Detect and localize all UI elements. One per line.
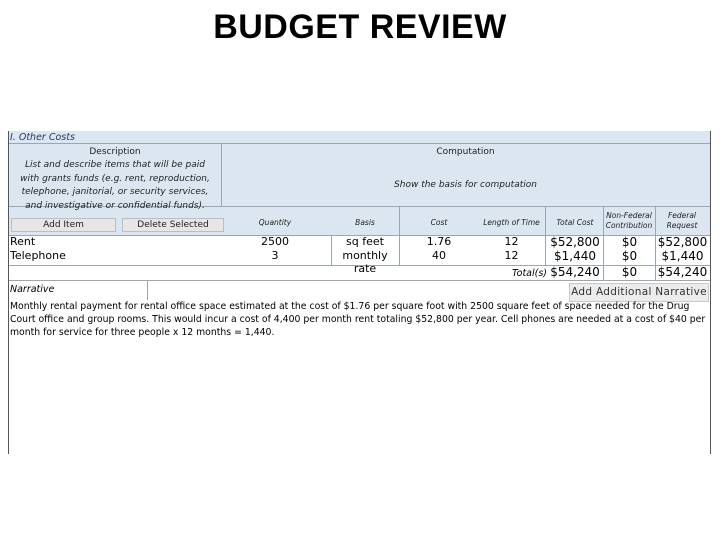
totals-total-cost: $54,240 [550,265,600,279]
row-rent-federal: $52,800 [657,235,708,249]
section-title: I. Other Costs [10,132,75,143]
slide-title: BUDGET REVIEW [213,8,507,46]
row-rent-quantity: 2500 [261,235,289,248]
computation-header: Computation [436,147,495,157]
row-rent-total: $52,800 [550,235,600,249]
col-length-of-time: Length of Time [483,218,540,227]
col-non-federal: Non-Federal Contribution [605,211,653,230]
narrative-label: Narrative [10,284,55,295]
row-telephone-quantity: 3 [271,249,279,262]
row-telephone-length: 12 [504,249,519,262]
divider [147,280,148,300]
row-telephone-federal: $1,440 [661,249,704,263]
col-total-cost: Total Cost [556,218,594,227]
divider [655,206,656,280]
row-telephone-item: Telephone [10,249,66,262]
row-telephone-total: $1,440 [554,249,596,263]
computation-instructions: Show the basis for computation [394,180,537,190]
description-instructions: List and describe items that will be paid with grants funds (e.g. rent, reproduction, telephone, janitorial, or security services, and investigative or confidential funds). [20,160,210,211]
col-cost: Cost [430,218,448,227]
row-telephone-non-federal: $0 [621,249,638,263]
totals-federal: $54,240 [657,265,708,279]
col-federal: Federal Request [666,211,698,230]
delete-selected-button[interactable]: Delete Selected [122,218,224,232]
description-header: Description [89,147,141,157]
row-rent-non-federal: $0 [621,235,638,249]
divider [9,280,710,281]
row-rent-item: Rent [10,235,36,248]
row-rent-cost: 1.76 [426,235,452,248]
row-telephone-basis: monthly rate [342,249,388,275]
narrative-text[interactable]: Monthly rental payment for rental office space estimated at the cost of $1.76 per square foot with 2500 square feet of space needed for the Drug Court office and group rooms. This would incur a cost of 4,400 per month rent totaling $52,800 per year. Cell phones are needed at a cost of $40 per month for service for three people x 12 months = 1,440. [10,301,706,338]
totals-non-federal: $0 [621,265,638,279]
other-costs-form [8,131,711,454]
add-narrative-button[interactable]: Add Additional Narrative [569,283,709,302]
add-item-button[interactable]: Add Item [11,218,116,232]
row-rent-length: 12 [504,235,519,248]
totals-label: Total(s) [512,268,547,279]
row-telephone-cost: 40 [432,249,446,262]
row-rent-basis: sq feet [346,235,384,248]
col-quantity: Quantity [258,218,292,227]
divider [9,143,710,144]
col-basis: Basis [355,218,375,227]
